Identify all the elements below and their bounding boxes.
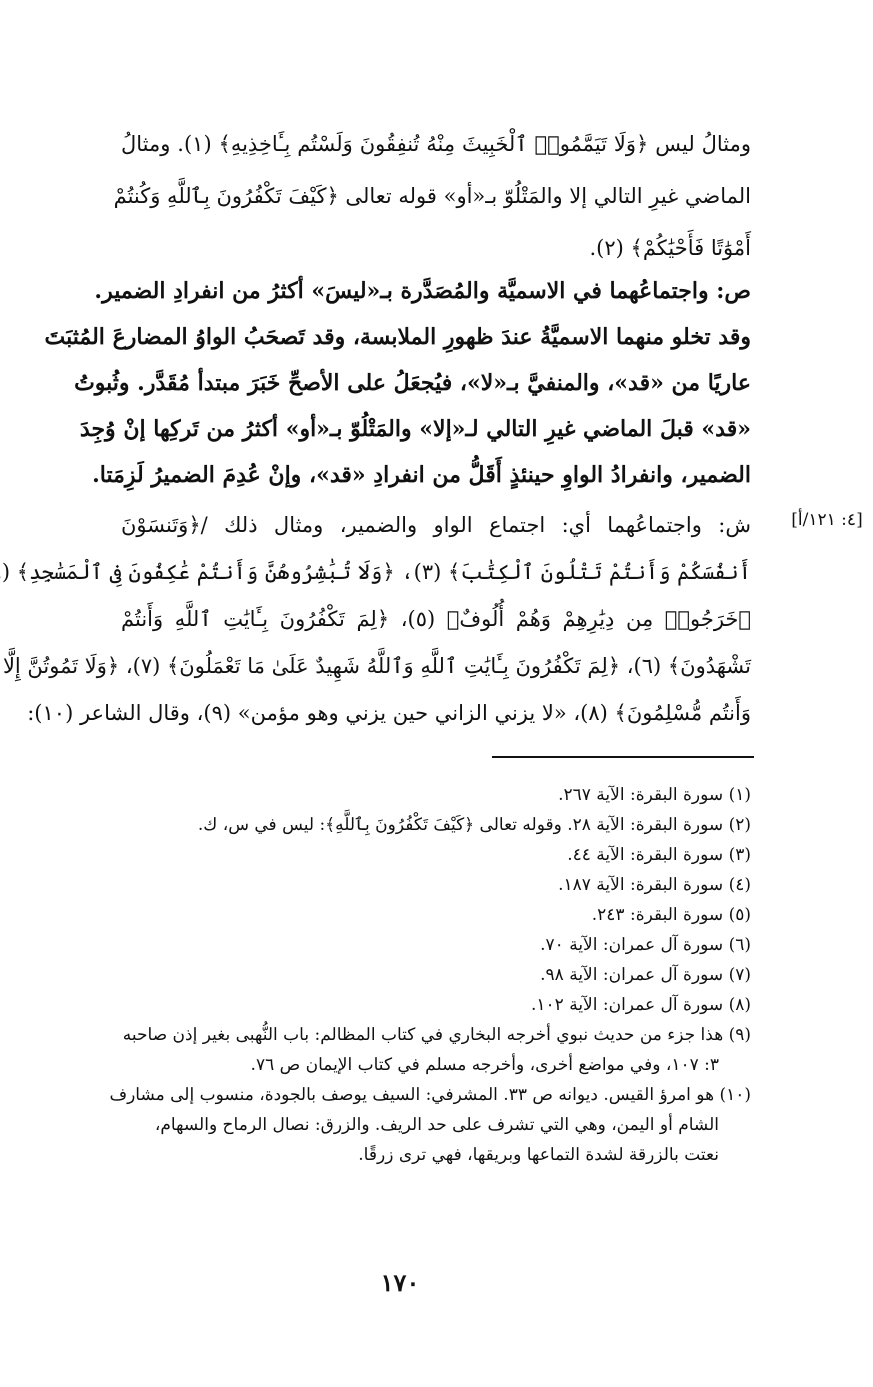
footnote-4: (٤) سورة البقرة: الآية ١٨٧.: [558, 875, 751, 895]
footnote-separator: [492, 756, 754, 758]
footnote-10-continuation: الشام أو اليمن، وهي التي تشرف على حد الريف. والزرق: نصال الرماح والسهام،: [154, 1115, 719, 1135]
footnote-9: (٩) هذا جزء من حديث نبوي أخرجه البخاري في كتاب المظالم: باب النُّهبى بغير إذن صاحبه: [122, 1025, 751, 1045]
text-line: وقد تخلو منهما الاسميَّةُ عندَ ظهورِ الملابسة، وقد تَصحَبُ الواوُ المضارعَ المُثبَتَ: [44, 324, 751, 350]
margin-manuscript-reference: [٤: ١٢١/أ]: [791, 510, 863, 530]
text-line: ص: واجتماعُهما في الاسميَّة والمُصَدَّرة بـ«ليسَ» أكثرُ من انفرادِ الضمير.: [94, 278, 751, 304]
footnote-8: (٨) سورة آل عمران: الآية ١٠٢.: [530, 995, 751, 1015]
text-line: عاريًا من «قد»، والمنفيَّ بـ«لا»، فيُجعَلُ على الأصحِّ خَبَرَ مبتدأ مُقَدَّر. وثُبوتُ: [74, 370, 751, 396]
footnote-10-continuation: نعتت بالزرقة لشدة التماعها وبريقها، فهي ترى زرقًا.: [358, 1145, 719, 1165]
text-line: تَشْهَدُونَ﴾ (٦)، ﴿لِمَ تَكْفُرُونَ بِـَٔايَٰتِ ٱللَّهِ وَٱللَّهُ شَهِيدٌ عَلَىٰ مَا تَعْمَلُونَ﴾ (٧)، ﴿وَلَا تَمُوتُنَّ إِلَّا: [2, 654, 751, 678]
paragraph-matn: [44, 268, 751, 498]
footnote-5: (٥) سورة البقرة: ٢٤٣.: [591, 905, 751, 925]
text-line: «قد» قبلَ الماضي غيرِ التالي لـ«إلا» والمَتْلُوّ بـ«أو» أكثرُ من تَركِها إنْ وُجِدَ: [79, 416, 751, 442]
footnote-6: (٦) سورة آل عمران: الآية ٧٠.: [540, 935, 751, 955]
footnote-10: (١٠) هو امرؤ القيس. ديوانه ص ٣٣. المشرفي: السيف يوصف بالجودة، منسوب إلى مشارف: [109, 1085, 751, 1105]
page-number: ١٧٠: [380, 1268, 420, 1297]
text-line: ومثالُ ليس ﴿وَلَا تَيَمَّمُوا۟ ٱلْخَبِيثَ مِنْهُ تُنفِقُونَ وَلَسْتُم بِـَٔاخِذِيهِ﴾ (١). ومثالُ: [121, 132, 751, 156]
footnotes: [71, 780, 751, 1170]
text-line: الضمير، وانفرادُ الواوِ حينئذٍ أَقَلُّ من انفرادِ «قد»، وإنْ عُدِمَ الضميرُ لَزِمَتا.: [92, 462, 751, 488]
footnote-9-continuation: ٣: ١٠٧، وفي مواضع أخرى، وأخرجه مسلم في كتاب الإيمان ص ٧٦.: [250, 1055, 719, 1075]
paragraph-examples-laysa: [113, 118, 751, 274]
footnote-1: (١) سورة البقرة: الآية ٢٦٧.: [558, 785, 751, 805]
text-line: ش: واجتماعُهما أي: اجتماع الواو والضمير، ومثال ذلك /﴿وَتَنسَوْنَ: [121, 513, 751, 537]
text-line: أَنفُسَكُمْ وَأَنتُمْ تَتْلُونَ ٱلْكِتَٰبَ﴾ (٣)، ﴿وَلَا تُبَٰشِرُوهُنَّ وَأَنتُمْ عَٰكِفُونَ فِى ٱلْمَسَٰجِدِ﴾ (: [1, 560, 751, 584]
text-line: الماضي غيرِ التالي إلا والمَتْلُوّ بـ«أو» قوله تعالى ﴿كَيْفَ تَكْفُرُونَ بِٱللَّهِ وَكُنتُمْ: [113, 184, 751, 208]
text-line: ﴿خَرَجُوا۟ مِن دِيَٰرِهِمْ وَهُمْ أُلُوفٌ﴾ (٥)، ﴿لِمَ تَكْفُرُونَ بِـَٔايَٰتِ ٱللَّهِ وَأَنتُمْ: [121, 607, 751, 631]
footnote-2: (٢) سورة البقرة: الآية ٢٨. وقوله تعالى ﴿كَيْفَ تَكْفُرُونَ بِٱللَّهِ﴾: ليس في س، ك.: [197, 815, 751, 835]
text-line: أَمْوَٰتًا فَأَحْيَٰكُمْ﴾ (٢).: [589, 236, 751, 260]
paragraph-sharh: [1, 502, 751, 737]
footnote-7: (٧) سورة آل عمران: الآية ٩٨.: [540, 965, 751, 985]
footnote-3: (٣) سورة البقرة: الآية ٤٤.: [567, 845, 751, 865]
text-line: وَأَنتُم مُّسْلِمُونَ﴾ (٨)، «لا يزني الزاني حين يزني وهو مؤمن» (٩)، وقال الشاعر (١٠):: [27, 701, 751, 725]
